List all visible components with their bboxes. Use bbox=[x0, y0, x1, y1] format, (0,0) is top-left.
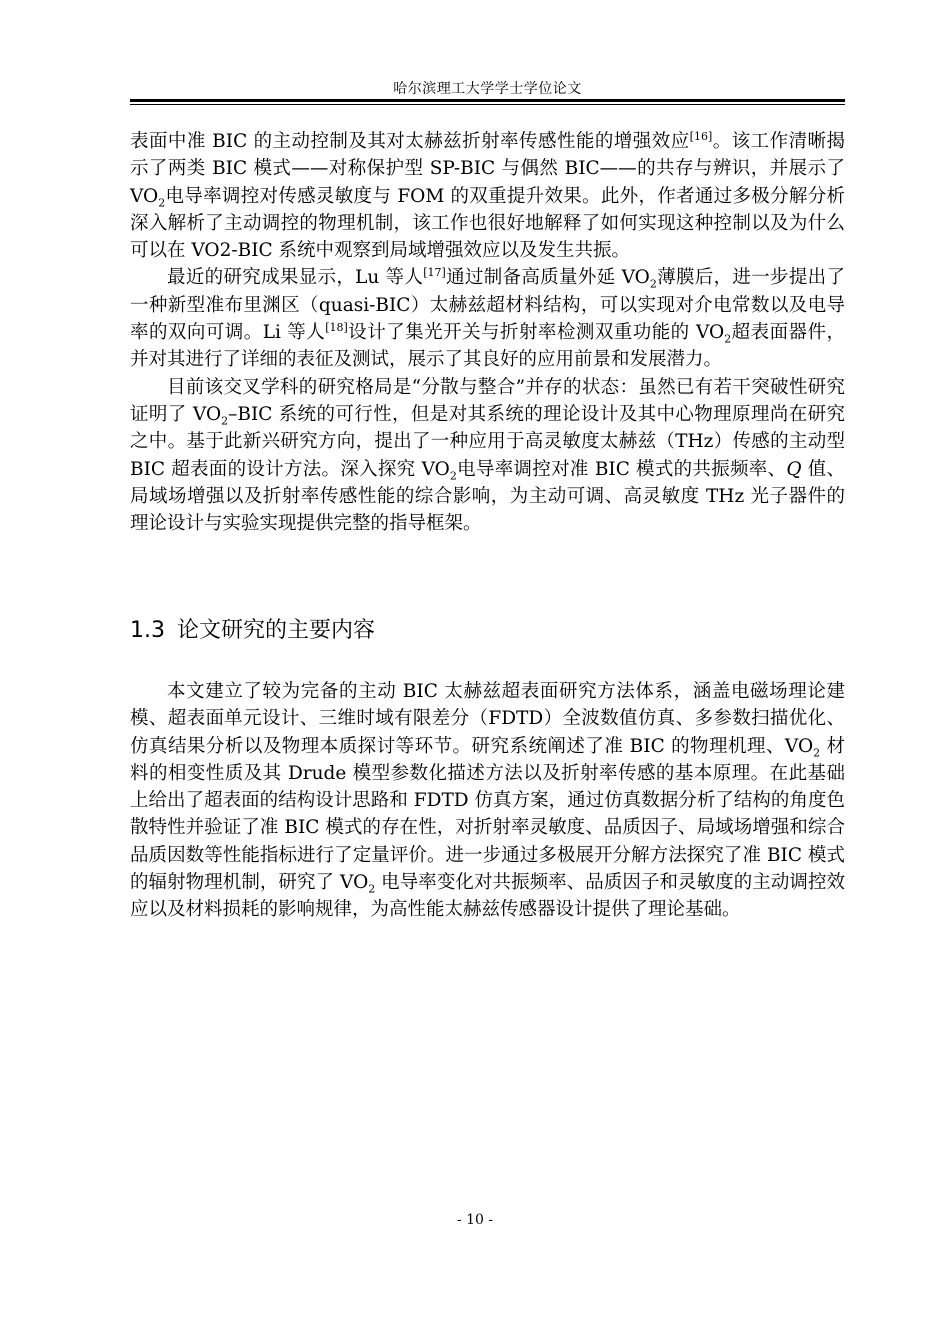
page-number: - 10 - bbox=[456, 1212, 494, 1228]
section-title: 论文研究的主要内容 bbox=[177, 618, 376, 643]
subscript: 2 bbox=[724, 332, 732, 346]
text-span: 电导率调控对传感灵敏度与 FOM 的双重提升效果。此外，作者通过多极分解分析深入解析了主动调控的物理机制，该工作也很好地解释了如何实现这种控制以及为什么可以在 VO2-BIC 系统中观察到局域增强效应以及发生共振。 bbox=[130, 185, 845, 262]
paragraph-2 bbox=[130, 264, 845, 373]
citation: [16] bbox=[689, 129, 713, 143]
subscript: 2 bbox=[158, 196, 166, 210]
section-number: 1.3 bbox=[130, 618, 165, 643]
text-span: 薄膜后，进一步提出了一种新型准布里渊区（quasi-BIC）太赫兹超材料结构，可以实现对介电常数以及电导率的双向可调。Li 等人 bbox=[130, 267, 845, 344]
text-span: 最近的研究成果显示，Lu 等人 bbox=[167, 267, 424, 289]
text-span: 电导率调控对准 BIC 模式的共振频率、 bbox=[456, 458, 787, 480]
paragraph-4 bbox=[130, 678, 845, 924]
body-text-block bbox=[130, 128, 845, 537]
text-span: 本文建立了较为完备的主动 BIC 太赫兹超表面研究方法体系，涵盖电磁场理论建模、超表面单元设计、三维时域有限差分（FDTD）全波数值仿真、多参数扫描优化、仿真结果分析以及物理本质探讨等环节。研究系统阐述了准 BIC 的物理机理、VO bbox=[130, 681, 845, 757]
subscript: 2 bbox=[368, 882, 376, 896]
text-span: 。该工作清晰揭示了两类 BIC 模式——对称保护型 SP-BIC 与偶然 BIC——的共存与辨识，并展示了 VO bbox=[130, 131, 845, 207]
section-body-block bbox=[130, 678, 845, 924]
subscript: 2 bbox=[649, 278, 657, 292]
paragraph-3 bbox=[130, 374, 845, 538]
text-span: 超表面器件，并对其进行了详细的表征及测试，展示了其良好的应用前景和发展潜力。 bbox=[130, 322, 845, 371]
citation: [17] bbox=[423, 266, 446, 280]
italic-symbol: Q bbox=[786, 458, 802, 480]
subscript: 2 bbox=[221, 414, 229, 428]
text-span: 表面中准 BIC 的主动控制及其对太赫兹折射率传感性能的增强效应 bbox=[130, 131, 690, 152]
text-span: 电导率变化对共振频率、品质因子和灵敏度的主动调控效应以及材料损耗的影响规律，为高性能太赫兹传感器设计提供了理论基础。 bbox=[130, 872, 845, 921]
text-span: –BIC 系统的可行性，但是对其系统的理论设计及其中心物理原理尚在研究之中。基于此新兴研究方向，提出了一种应用于高灵敏度太赫兹（THz）传感的主动型 BIC 超表面的设计方法。深入探究 VO bbox=[130, 403, 845, 480]
text-span: 设计了集光开关与折射率检测双重功能的 VO bbox=[347, 322, 725, 344]
header-title: 哈尔滨理工大学学士学位论文 bbox=[393, 81, 582, 97]
page-header bbox=[130, 72, 845, 102]
header-rule-thin bbox=[130, 104, 845, 105]
header-rule-thick bbox=[130, 99, 845, 102]
text-span: 值、局域场增强以及折射率传感性能的综合影响，为主动可调、高灵敏度 THz 光子器件的理论设计与实验实现提供完整的指导框架。 bbox=[130, 458, 845, 535]
paragraph-1 bbox=[130, 128, 845, 264]
section-heading bbox=[130, 616, 375, 646]
text-span: 材料的相变性质及其 Drude 模型参数化描述方法以及折射率传感的基本原理。在此基础上给出了超表面的结构设计思路和 FDTD 仿真方案，通过仿真数据分析了结构的角度色散特性并验证了准 BIC 模式的存在性，对折射率灵敏度、品质因子、局域场增强和综合品质因数等性能指标进行了定量评价。进一步通过多极展开分解方法探究了准 BIC 模式的辐射物理机制，研究了 VO bbox=[130, 735, 845, 894]
subscript: 2 bbox=[449, 469, 457, 483]
subscript: 2 bbox=[813, 746, 821, 760]
citation: [18] bbox=[325, 320, 348, 334]
text-span: 通过制备高质量外延 VO bbox=[445, 267, 650, 289]
text-span: 目前该交叉学科的研究格局是“分散与整合”并存的状态：虽然已有若干突破性研究证明了 VO bbox=[130, 376, 845, 425]
